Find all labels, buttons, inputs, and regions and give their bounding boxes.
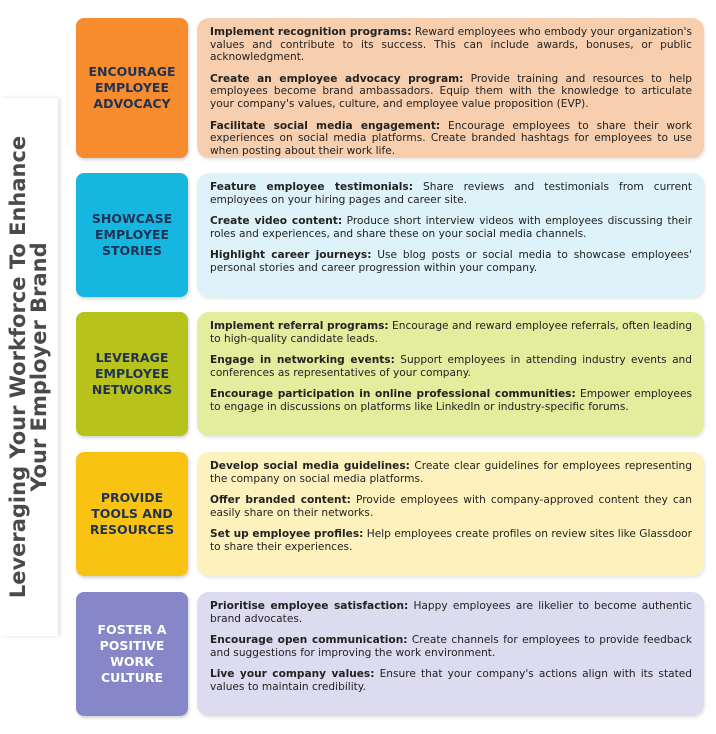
list-item <box>210 215 692 240</box>
item-heading: Implement referral programs: <box>210 320 389 332</box>
list-item <box>210 320 692 345</box>
section-label: ENCOURAGE EMPLOYEE ADVOCACY <box>88 64 176 111</box>
section-provide-tools-and-resources <box>76 452 704 576</box>
item-heading: Encourage open communication: <box>210 634 408 647</box>
section-content-box <box>197 18 704 158</box>
item-heading: Encourage participation in online professional communities: <box>210 388 576 401</box>
list-item <box>210 668 692 693</box>
list-item <box>210 73 692 111</box>
section-label-box <box>76 173 188 297</box>
item-text: Use blog posts or social media to showcase employees' personal stories and career progression within your company. <box>210 249 692 274</box>
item-text: Support employees in attending industry events and conferences as representatives of your company. <box>210 354 692 379</box>
list-item <box>210 600 692 625</box>
item-heading: Facilitate social media engagement: <box>210 119 441 132</box>
section-label-box <box>76 18 188 158</box>
list-item <box>210 528 692 553</box>
list-item <box>210 388 692 413</box>
item-text: Share reviews and testimonials from current employees on your hiring pages and career site. <box>210 181 692 206</box>
page-title <box>8 136 50 598</box>
item-heading: Feature employee testimonials: <box>210 181 413 193</box>
page-title-line-1: Leveraging Your Workforce To Enhance <box>6 135 30 599</box>
item-heading: Set up employee profiles: <box>210 528 364 541</box>
list-item <box>210 249 692 274</box>
section-leverage-employee-networks <box>76 312 704 436</box>
item-heading: Highlight career journeys: <box>210 249 372 262</box>
item-text: Provide training and resources to help employees become brand ambassadors. Equip them with the knowledge to articulate your company's values, culture, and employee value proposition (EVP). <box>210 72 692 110</box>
item-text: Create clear guidelines for employees representing the company on social media platforms. <box>210 460 692 485</box>
section-foster-positive-work-culture <box>76 592 704 716</box>
item-text: Help employees create profiles on review sites like Glassdoor to share their experiences. <box>210 528 693 553</box>
item-heading: Create video content: <box>210 215 343 228</box>
item-heading: Live your company values: <box>210 668 375 681</box>
list-item <box>210 494 692 519</box>
item-heading: Offer branded content: <box>210 494 351 507</box>
item-heading: Create an employee advocacy program: <box>210 72 464 85</box>
item-heading: Develop social media guidelines: <box>210 460 410 472</box>
list-item <box>210 26 692 64</box>
section-content-box <box>197 312 704 436</box>
section-content-box <box>197 452 704 576</box>
section-content-box <box>197 173 704 297</box>
section-label-box <box>76 452 188 576</box>
item-text: Create channels for employees to provide feedback and suggestions for improving the work environment. <box>210 634 693 659</box>
list-item <box>210 460 692 485</box>
list-item <box>210 120 692 158</box>
item-text: Reward employees who embody your organization's values and contribute to its success. This can include awards, bonuses, or public acknowledgment. <box>210 26 692 64</box>
section-content-box <box>197 592 704 716</box>
section-showcase-employee-stories <box>76 173 704 297</box>
section-label: LEVERAGE EMPLOYEE NETWORKS <box>91 350 173 397</box>
section-label: SHOWCASE EMPLOYEE STORIES <box>91 211 173 258</box>
section-label: PROVIDE TOOLS AND RESOURCES <box>89 490 175 537</box>
item-text: Ensure that your company's actions align with its stated values to maintain credibility. <box>210 668 692 693</box>
item-heading: Prioritise employee satisfaction: <box>210 600 409 612</box>
list-item <box>210 181 692 206</box>
item-text: Empower employees to engage in discussions on platforms like LinkedIn or industry-specific forums. <box>210 388 692 413</box>
page-title-line-2: Your Employer Brand <box>27 242 51 492</box>
section-label-box <box>76 312 188 436</box>
item-heading: Engage in networking events: <box>210 354 395 367</box>
section-label-box <box>76 592 188 716</box>
item-heading: Implement recognition programs: <box>210 26 412 38</box>
list-item <box>210 634 692 659</box>
item-text: Happy employees are likelier to become authentic brand advocates. <box>210 600 693 625</box>
item-text: Produce short interview videos with employees discussing their roles and experiences, and share these on your social media channels. <box>210 215 692 240</box>
item-text: Encourage and reward employee referrals, often leading to high-quality candidate leads. <box>210 320 692 345</box>
item-text: Encourage employees to share their work experiences on social media platforms. Create branded hashtags for employees to use when posting about their work life. <box>210 119 692 157</box>
list-item <box>210 354 692 379</box>
section-label: FOSTER A POSITIVE WORK CULTURE <box>97 622 167 685</box>
section-encourage-employee-advocacy <box>76 18 704 158</box>
item-text: Provide employees with company-approved content they can easily share on their networks. <box>210 494 692 519</box>
